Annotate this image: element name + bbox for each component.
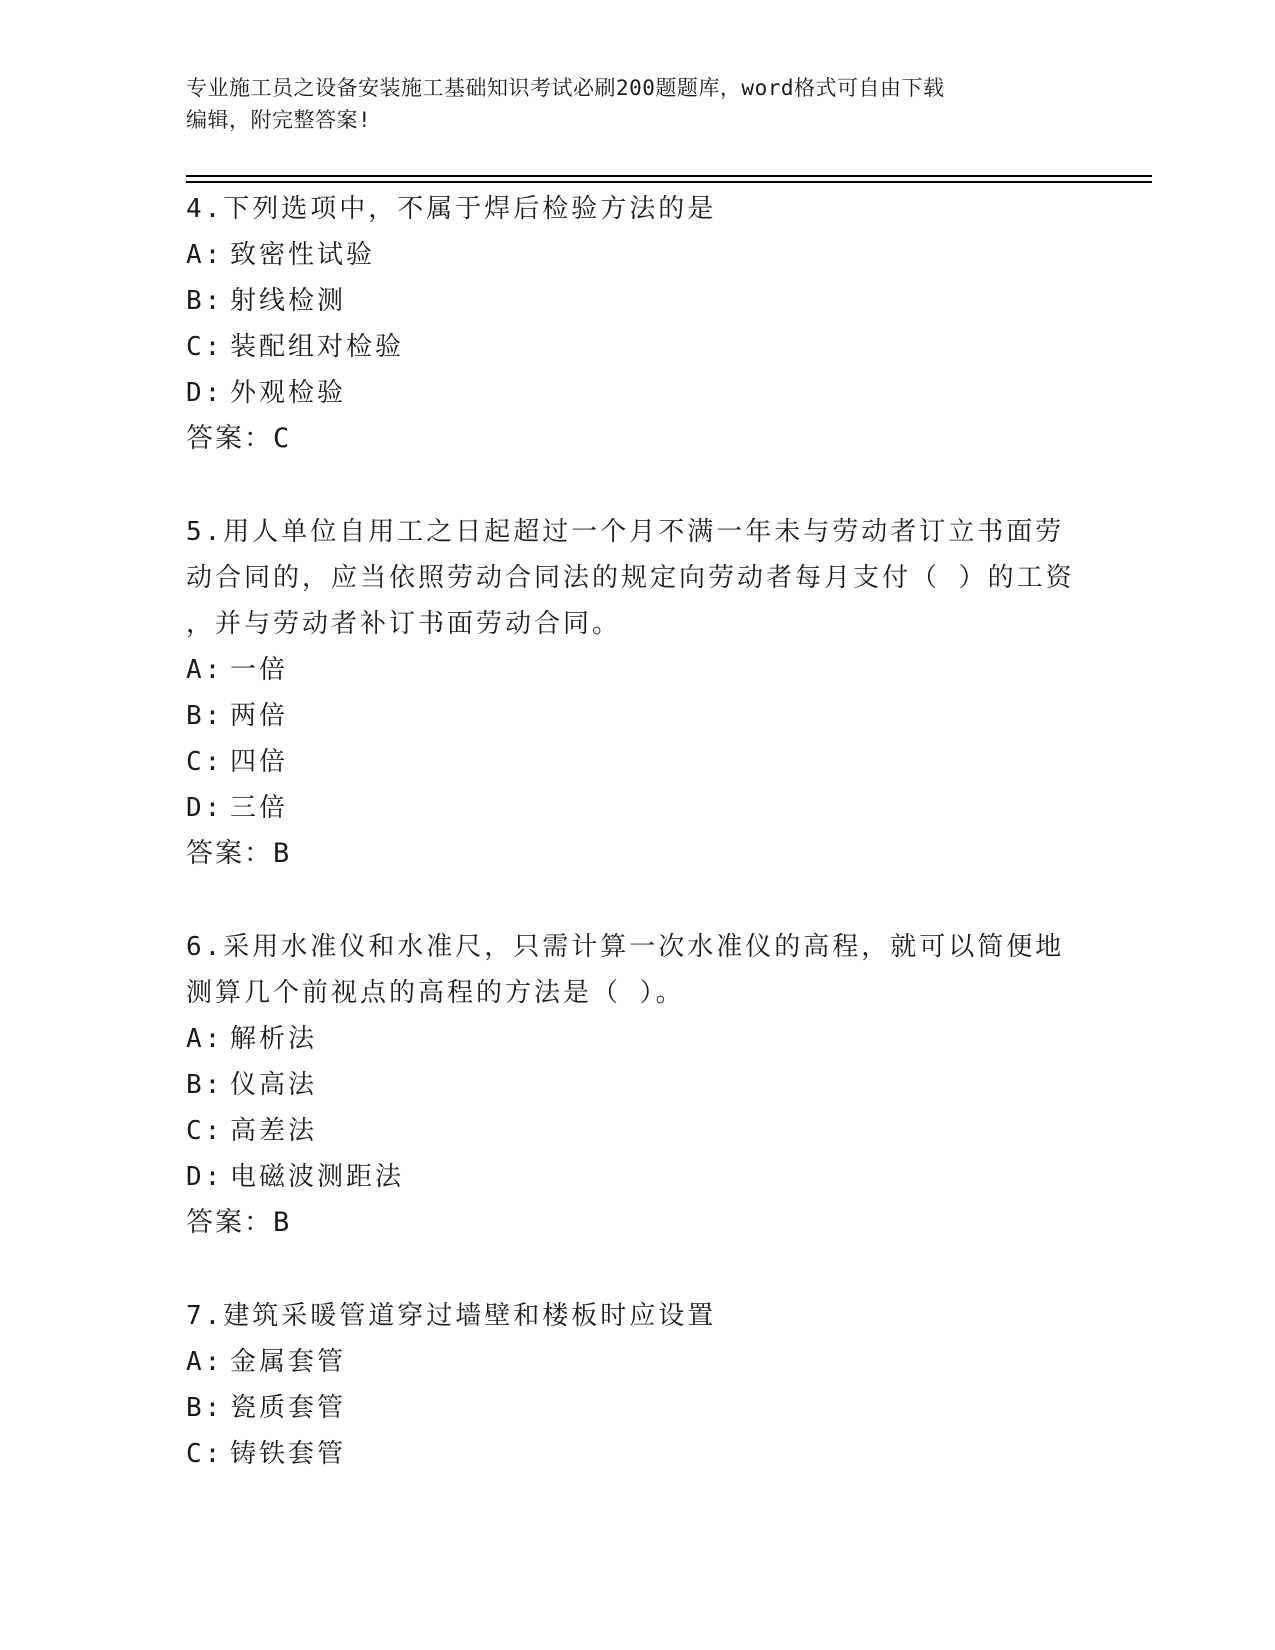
question-stem: ，并与劳动者补订书面劳动合同。 — [186, 609, 622, 639]
option-text: 射线检测 — [230, 286, 347, 316]
question-stem: 7.建筑采暖管道穿过墙壁和楼板时应设置 — [186, 1301, 717, 1331]
option-text: 铸铁套管 — [230, 1439, 347, 1469]
header-line-2: 编辑，附完整答案! — [186, 108, 372, 132]
question-stem: 4.下列选项中，不属于焊后检验方法的是 — [186, 194, 717, 224]
option-b — [186, 1062, 1086, 1108]
option-text: 三倍 — [230, 793, 289, 823]
answer-label: 答案： — [186, 423, 273, 454]
option-text: 仪高法 — [230, 1070, 318, 1100]
option-text: 电磁波测距法 — [230, 1162, 405, 1192]
option-text: 瓷质套管 — [230, 1393, 347, 1423]
question-stem: 动合同的，应当依照劳动合同法的规定向劳动者每月支付（ ）的工资 — [186, 563, 1075, 593]
option-text: 解析法 — [230, 1024, 318, 1054]
answer-value: B — [273, 838, 290, 869]
option-text: 四倍 — [230, 747, 289, 777]
question-5 — [186, 509, 1086, 877]
option-key: B: — [186, 1070, 224, 1100]
question-4 — [186, 186, 1086, 462]
option-key: C: — [186, 1116, 224, 1146]
option-a — [186, 647, 1086, 693]
option-a — [186, 232, 1086, 278]
question-list — [186, 186, 1086, 1524]
header-divider-top — [186, 175, 1152, 177]
option-key: C: — [186, 332, 224, 362]
question-7 — [186, 1293, 1086, 1477]
option-key: A: — [186, 240, 224, 270]
option-text: 一倍 — [230, 655, 289, 685]
option-c — [186, 1431, 1086, 1477]
option-a — [186, 1016, 1086, 1062]
option-key: D: — [186, 378, 224, 408]
header-divider-bottom — [186, 181, 1152, 183]
answer-line — [186, 831, 1086, 877]
answer-value: C — [273, 423, 290, 454]
answer-line — [186, 1200, 1086, 1246]
option-key: B: — [186, 286, 224, 316]
option-key: B: — [186, 1393, 224, 1423]
option-c — [186, 324, 1086, 370]
option-c — [186, 739, 1086, 785]
document-header — [186, 72, 1066, 136]
option-d — [186, 1154, 1086, 1200]
option-key: A: — [186, 1347, 224, 1377]
option-text: 金属套管 — [230, 1347, 347, 1377]
option-text: 致密性试验 — [230, 240, 376, 270]
option-text: 两倍 — [230, 701, 289, 731]
option-key: D: — [186, 1162, 224, 1192]
answer-line — [186, 416, 1086, 462]
answer-label: 答案： — [186, 1207, 273, 1238]
option-c — [186, 1108, 1086, 1154]
option-key: A: — [186, 1024, 224, 1054]
question-stem: 6.采用水准仪和水准尺，只需计算一次水准仪的高程，就可以简便地 — [186, 932, 1065, 962]
option-text: 装配组对检验 — [230, 332, 405, 362]
option-d — [186, 785, 1086, 831]
option-key: A: — [186, 655, 224, 685]
answer-value: B — [273, 1207, 290, 1238]
option-b — [186, 693, 1086, 739]
option-key: C: — [186, 1439, 224, 1469]
option-b — [186, 278, 1086, 324]
option-text: 外观检验 — [230, 378, 347, 408]
option-b — [186, 1385, 1086, 1431]
question-stem: 测算几个前视点的高程的方法是（ ）。 — [186, 978, 685, 1008]
header-line-1: 专业施工员之设备安装施工基础知识考试必刷200题题库，word格式可自由下载 — [186, 76, 945, 100]
option-key: D: — [186, 793, 224, 823]
answer-label: 答案： — [186, 838, 273, 869]
question-stem: 5.用人单位自用工之日起超过一个月不满一年未与劳动者订立书面劳 — [186, 517, 1065, 547]
option-key: B: — [186, 701, 224, 731]
option-text: 高差法 — [230, 1116, 318, 1146]
option-a — [186, 1339, 1086, 1385]
question-6 — [186, 924, 1086, 1246]
option-key: C: — [186, 747, 224, 777]
option-d — [186, 370, 1086, 416]
